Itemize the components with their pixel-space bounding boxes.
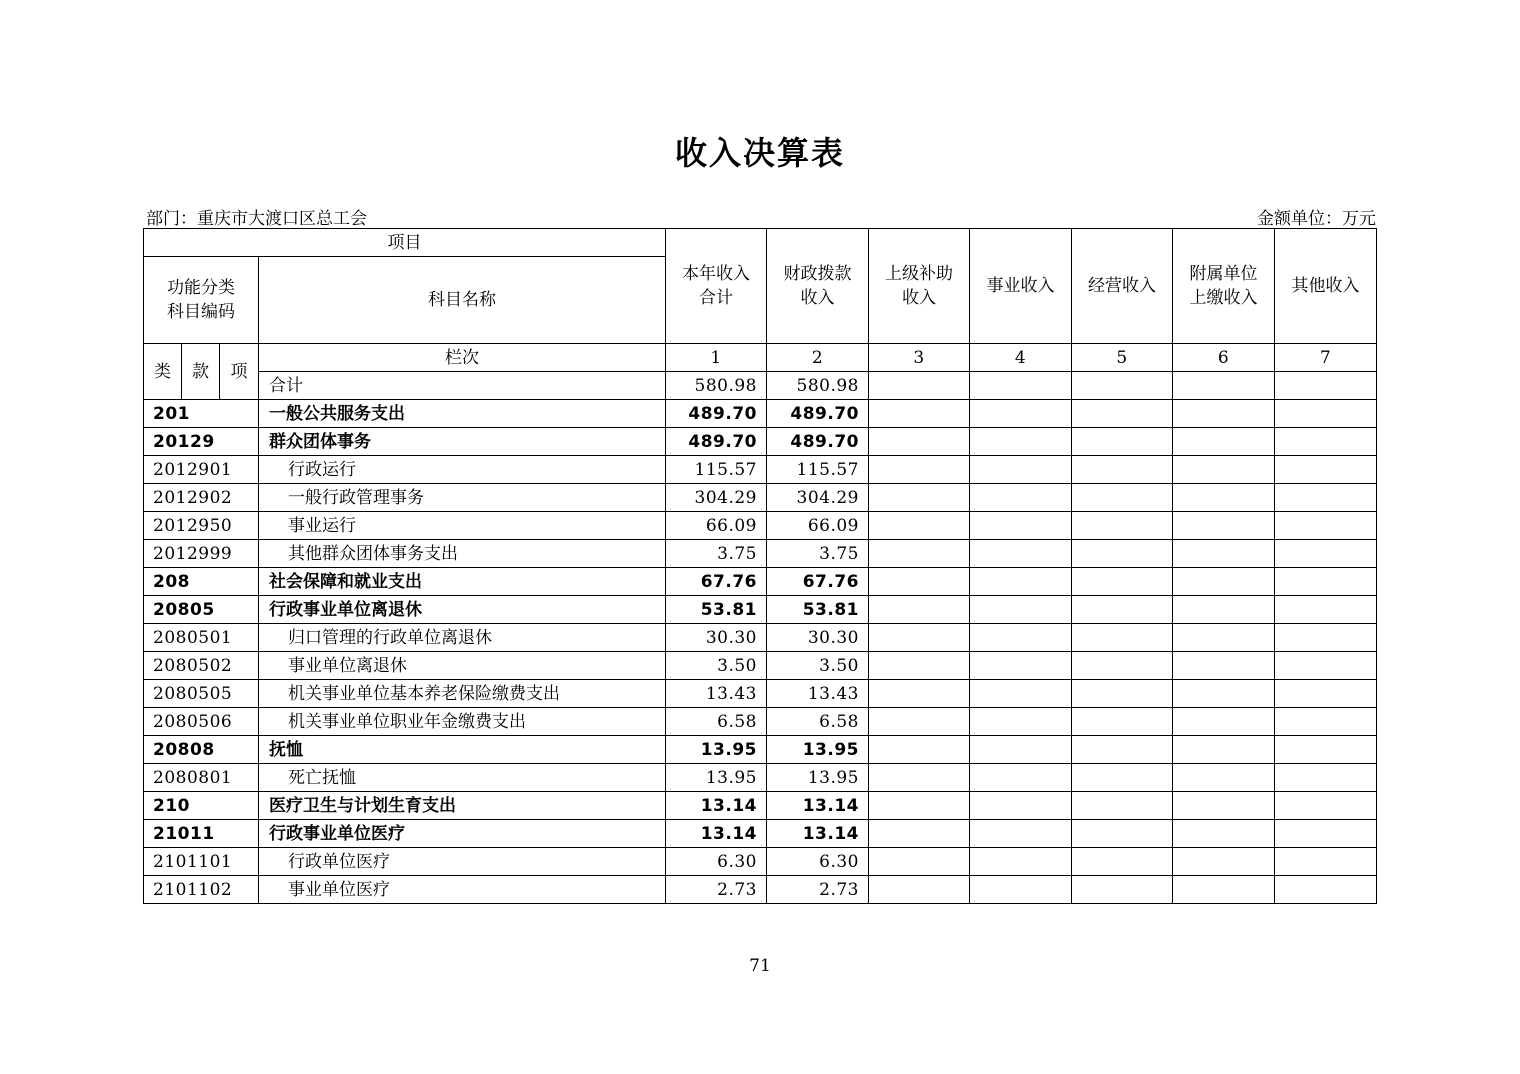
row-fiscal: 67.76 [767, 568, 869, 596]
row-fiscal: 13.14 [767, 820, 869, 848]
row-empty-col-4 [970, 736, 1072, 764]
row-empty-col-5 [1072, 680, 1173, 708]
row-name: 归口管理的行政单位离退休 [259, 624, 666, 652]
row-code: 2080502 [144, 652, 259, 680]
table-row [144, 680, 1377, 708]
func-code-header: 功能分类 科目编码 [144, 257, 259, 344]
col-header-7: 其他收入 [1275, 229, 1377, 344]
row-empty-col-7 [1275, 596, 1377, 624]
row-fiscal: 3.75 [767, 540, 869, 568]
col-index-6: 6 [1173, 344, 1275, 372]
table-row [144, 372, 1377, 400]
table-row [144, 568, 1377, 596]
row-empty-col-3 [869, 708, 970, 736]
row-empty-col-4 [970, 820, 1072, 848]
row-code: 20805 [144, 596, 259, 624]
row-fiscal: 13.95 [767, 736, 869, 764]
row-name: 行政事业单位离退休 [259, 596, 666, 624]
row-code: 2012999 [144, 540, 259, 568]
row-empty-col-3 [869, 372, 970, 400]
row-empty-col-3 [869, 652, 970, 680]
table-row [144, 792, 1377, 820]
row-empty-col-5 [1072, 652, 1173, 680]
header-row-index [144, 344, 1377, 372]
row-name: 行政运行 [259, 456, 666, 484]
col-header-6: 附属单位 上缴收入 [1173, 229, 1275, 344]
table-row [144, 596, 1377, 624]
row-empty-col-6 [1173, 652, 1275, 680]
row-empty-col-3 [869, 624, 970, 652]
table-row [144, 736, 1377, 764]
row-code: 2012901 [144, 456, 259, 484]
row-empty-col-3 [869, 456, 970, 484]
row-name: 事业运行 [259, 512, 666, 540]
table-row [144, 428, 1377, 456]
row-empty-col-6 [1173, 736, 1275, 764]
row-fiscal: 53.81 [767, 596, 869, 624]
col-index-2: 2 [767, 344, 869, 372]
row-code: 201 [144, 400, 259, 428]
page-number: 71 [749, 956, 771, 976]
table-row [144, 764, 1377, 792]
row-empty-col-5 [1072, 428, 1173, 456]
row-empty-col-5 [1072, 596, 1173, 624]
table-row [144, 512, 1377, 540]
row-empty-col-7 [1275, 680, 1377, 708]
row-empty-col-4 [970, 540, 1072, 568]
row-fiscal: 13.95 [767, 764, 869, 792]
kuan-header: 款 [182, 344, 220, 400]
row-empty-col-7 [1275, 736, 1377, 764]
row-empty-col-4 [970, 456, 1072, 484]
row-code: 208 [144, 568, 259, 596]
row-code: 21011 [144, 820, 259, 848]
row-fiscal: 115.57 [767, 456, 869, 484]
row-empty-col-3 [869, 568, 970, 596]
row-code: 2101102 [144, 876, 259, 904]
row-empty-col-5 [1072, 484, 1173, 512]
row-empty-col-7 [1275, 764, 1377, 792]
row-name: 机关事业单位基本养老保险缴费支出 [259, 680, 666, 708]
col-index-3: 3 [869, 344, 970, 372]
row-empty-col-4 [970, 680, 1072, 708]
row-total: 3.75 [666, 540, 767, 568]
row-empty-col-4 [970, 596, 1072, 624]
row-total: 489.70 [666, 428, 767, 456]
col-header-1: 本年收入 合计 [666, 229, 767, 344]
table-row [144, 876, 1377, 904]
row-code: 2080501 [144, 624, 259, 652]
row-empty-col-5 [1072, 624, 1173, 652]
row-code: 210 [144, 792, 259, 820]
income-table [143, 228, 1377, 904]
row-empty-col-6 [1173, 820, 1275, 848]
row-code: 20129 [144, 428, 259, 456]
row-total: 489.70 [666, 400, 767, 428]
row-code: 2012902 [144, 484, 259, 512]
row-code: 2101101 [144, 848, 259, 876]
row-empty-col-4 [970, 568, 1072, 596]
row-total: 115.57 [666, 456, 767, 484]
row-empty-col-5 [1072, 540, 1173, 568]
lanci-header: 栏次 [259, 344, 666, 372]
row-code: 2080801 [144, 764, 259, 792]
row-empty-col-4 [970, 708, 1072, 736]
row-code: 2012950 [144, 512, 259, 540]
row-total: 30.30 [666, 624, 767, 652]
row-total: 13.43 [666, 680, 767, 708]
row-empty-col-5 [1072, 568, 1173, 596]
row-empty-col-3 [869, 400, 970, 428]
row-total: 3.50 [666, 652, 767, 680]
row-empty-col-5 [1072, 400, 1173, 428]
row-empty-col-6 [1173, 876, 1275, 904]
row-empty-col-5 [1072, 764, 1173, 792]
col-header-4: 事业收入 [970, 229, 1072, 344]
row-empty-col-6 [1173, 400, 1275, 428]
row-name: 医疗卫生与计划生育支出 [259, 792, 666, 820]
row-total: 13.14 [666, 820, 767, 848]
subject-name-header: 科目名称 [259, 257, 666, 344]
row-empty-col-4 [970, 428, 1072, 456]
row-empty-col-6 [1173, 680, 1275, 708]
row-name: 抚恤 [259, 736, 666, 764]
row-name: 行政单位医疗 [259, 848, 666, 876]
row-empty-col-7 [1275, 568, 1377, 596]
row-empty-col-3 [869, 512, 970, 540]
row-empty-col-5 [1072, 792, 1173, 820]
row-name: 行政事业单位医疗 [259, 820, 666, 848]
row-empty-col-4 [970, 764, 1072, 792]
row-empty-col-7 [1275, 456, 1377, 484]
row-empty-col-3 [869, 876, 970, 904]
row-total: 6.58 [666, 708, 767, 736]
row-empty-col-6 [1173, 372, 1275, 400]
row-total: 580.98 [666, 372, 767, 400]
row-empty-col-6 [1173, 792, 1275, 820]
row-empty-col-4 [970, 652, 1072, 680]
table-row [144, 456, 1377, 484]
row-name: 一般公共服务支出 [259, 400, 666, 428]
table-row [144, 848, 1377, 876]
row-name: 合计 [259, 372, 666, 400]
row-empty-col-4 [970, 848, 1072, 876]
table-row [144, 400, 1377, 428]
row-total: 6.30 [666, 848, 767, 876]
row-name: 死亡抚恤 [259, 764, 666, 792]
row-empty-col-7 [1275, 484, 1377, 512]
table-row [144, 624, 1377, 652]
row-empty-col-6 [1173, 596, 1275, 624]
row-empty-col-6 [1173, 512, 1275, 540]
row-empty-col-4 [970, 792, 1072, 820]
row-fiscal: 6.58 [767, 708, 869, 736]
row-empty-col-3 [869, 484, 970, 512]
row-total: 13.95 [666, 764, 767, 792]
row-total: 304.29 [666, 484, 767, 512]
row-empty-col-7 [1275, 848, 1377, 876]
row-empty-col-7 [1275, 400, 1377, 428]
row-code: 2080505 [144, 680, 259, 708]
row-name: 一般行政管理事务 [259, 484, 666, 512]
col-index-1: 1 [666, 344, 767, 372]
row-empty-col-5 [1072, 736, 1173, 764]
row-fiscal: 580.98 [767, 372, 869, 400]
row-empty-col-4 [970, 512, 1072, 540]
row-total: 13.95 [666, 736, 767, 764]
row-name: 其他群众团体事务支出 [259, 540, 666, 568]
row-name: 事业单位医疗 [259, 876, 666, 904]
row-empty-col-7 [1275, 876, 1377, 904]
row-name: 机关事业单位职业年金缴费支出 [259, 708, 666, 736]
row-empty-col-5 [1072, 876, 1173, 904]
row-empty-col-3 [869, 820, 970, 848]
department-label: 部门：重庆市大渡口区总工会 [146, 209, 367, 229]
row-empty-col-5 [1072, 456, 1173, 484]
lei-header: 类 [144, 344, 182, 400]
row-fiscal: 304.29 [767, 484, 869, 512]
row-empty-col-6 [1173, 428, 1275, 456]
unit-label: 金额单位：万元 [1257, 209, 1376, 229]
table-row [144, 484, 1377, 512]
col-index-7: 7 [1275, 344, 1377, 372]
row-empty-col-6 [1173, 708, 1275, 736]
row-empty-col-7 [1275, 512, 1377, 540]
row-empty-col-6 [1173, 764, 1275, 792]
col-index-5: 5 [1072, 344, 1173, 372]
row-fiscal: 2.73 [767, 876, 869, 904]
row-name: 社会保障和就业支出 [259, 568, 666, 596]
row-fiscal: 13.14 [767, 792, 869, 820]
row-empty-col-6 [1173, 540, 1275, 568]
row-fiscal: 30.30 [767, 624, 869, 652]
col-index-4: 4 [970, 344, 1072, 372]
row-fiscal: 13.43 [767, 680, 869, 708]
row-empty-col-6 [1173, 848, 1275, 876]
row-empty-col-3 [869, 764, 970, 792]
row-fiscal: 489.70 [767, 428, 869, 456]
row-code: 2080506 [144, 708, 259, 736]
xiang-header: 项 [220, 344, 259, 400]
col-header-2: 财政拨款 收入 [767, 229, 869, 344]
row-total: 67.76 [666, 568, 767, 596]
row-fiscal: 3.50 [767, 652, 869, 680]
row-total: 53.81 [666, 596, 767, 624]
row-empty-col-3 [869, 680, 970, 708]
row-fiscal: 66.09 [767, 512, 869, 540]
row-empty-col-7 [1275, 624, 1377, 652]
row-empty-col-4 [970, 484, 1072, 512]
row-total: 66.09 [666, 512, 767, 540]
page-title: 收入决算表 [674, 134, 845, 172]
row-fiscal: 489.70 [767, 400, 869, 428]
row-empty-col-4 [970, 400, 1072, 428]
row-total: 2.73 [666, 876, 767, 904]
row-empty-col-5 [1072, 512, 1173, 540]
row-empty-col-7 [1275, 428, 1377, 456]
row-empty-col-7 [1275, 540, 1377, 568]
row-empty-col-3 [869, 428, 970, 456]
row-empty-col-3 [869, 736, 970, 764]
row-empty-col-5 [1072, 708, 1173, 736]
row-empty-col-6 [1173, 456, 1275, 484]
col-header-3: 上级补助 收入 [869, 229, 970, 344]
row-name: 群众团体事务 [259, 428, 666, 456]
row-empty-col-7 [1275, 820, 1377, 848]
row-empty-col-7 [1275, 708, 1377, 736]
row-empty-col-3 [869, 596, 970, 624]
row-name: 事业单位离退休 [259, 652, 666, 680]
row-empty-col-4 [970, 372, 1072, 400]
table-row [144, 820, 1377, 848]
row-empty-col-5 [1072, 372, 1173, 400]
row-code: 20808 [144, 736, 259, 764]
table-row [144, 540, 1377, 568]
row-empty-col-3 [869, 848, 970, 876]
col-header-5: 经营收入 [1072, 229, 1173, 344]
table-row [144, 652, 1377, 680]
header-row-project [144, 229, 1377, 257]
row-empty-col-5 [1072, 820, 1173, 848]
row-empty-col-4 [970, 624, 1072, 652]
row-empty-col-7 [1275, 372, 1377, 400]
project-header: 项目 [144, 229, 666, 257]
row-empty-col-3 [869, 792, 970, 820]
row-empty-col-3 [869, 540, 970, 568]
row-empty-col-6 [1173, 484, 1275, 512]
row-empty-col-7 [1275, 652, 1377, 680]
row-total: 13.14 [666, 792, 767, 820]
row-empty-col-5 [1072, 848, 1173, 876]
row-fiscal: 6.30 [767, 848, 869, 876]
row-empty-col-6 [1173, 624, 1275, 652]
row-empty-col-4 [970, 876, 1072, 904]
row-empty-col-7 [1275, 792, 1377, 820]
row-empty-col-6 [1173, 568, 1275, 596]
table-row [144, 708, 1377, 736]
